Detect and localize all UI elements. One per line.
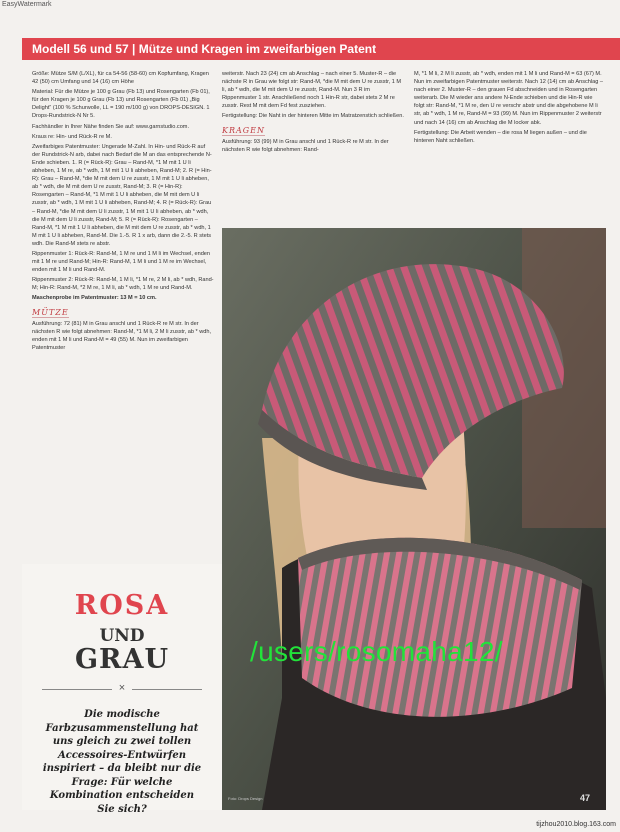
section-heading-kragen: KRAGEN — [222, 125, 266, 135]
photo-illustration — [222, 228, 606, 810]
promo-body: Die modische Farbzusammenstellung hat uns gleich zu zwei tollen Accessoires-Entwürfen inspiriert – da bleibt nur die Frage: Für welche Kombination entscheiden Sie sich? — [42, 709, 202, 815]
collar-execution-paragraph: Ausführung: 93 (99) M in Grau anschl und 1 Rück-R re M str. In der nächsten R wie folgt abnehmen: Rand- — [222, 138, 389, 153]
promo-box — [22, 564, 222, 815]
column-2 — [222, 70, 404, 220]
column-3 — [414, 70, 604, 220]
watermark: EasyWatermark — [2, 1, 52, 8]
gauge-paragraph: Maschenprobe im Patentmuster: 13 M = 10 cm. — [32, 295, 157, 302]
promo-divider-right — [132, 689, 202, 690]
page-header: Modell 56 und 57 | Mütze und Kragen im zweifarbigen Patent — [22, 38, 620, 60]
column-1 — [32, 70, 214, 562]
size-paragraph: Größe: Mütze S/M (L/XL), für ca 54-56 (58-60) cm Kopfumfang, Kragen 42 (50) cm Umfang und 14 (16) cm Höhe — [32, 71, 209, 86]
promo-title-und: UND — [99, 626, 145, 646]
hat-finishing-paragraph: Fertigstellung: Die Naht in der hinteren Mitte im Matratzenstich schließen. — [222, 113, 404, 120]
rib2-paragraph: Rippenmuster 2: Rück-R: Rand-M, 1 M li, *1 M re, 2 M li, ab * wdh, Rand-M; Hin-R: Rand-M, *2 M re, 1 M li, ab * wdh, 1 M re und Rand-M. — [32, 277, 214, 292]
promo-title-grau: GRAU — [75, 644, 169, 675]
promo-divider-x: × — [118, 682, 126, 694]
section-heading-muetze: MÜTZE — [32, 307, 69, 317]
dealer-paragraph: Fachhändler in Ihrer Nähe finden Sie auf: www.garnstudio.com. — [32, 123, 190, 130]
footer-source: tijzhou2010.blog.163.com — [536, 821, 616, 828]
promo-divider-left — [42, 689, 112, 690]
page-number: 47 — [580, 793, 591, 803]
collar-continued-paragraph: M, *1 M li, 2 M li zusstr, ab * wdh, enden mit 1 M li und Rand-M = 63 (67) M. Nun im zweifarbigen Patentmuster weiterstr. Nach 12 (14) cm ab Anschlag – nach einer 2. Muster-R – den grauen Fd abschneiden und in Rosengarten weiterarb. Die M wieder ans andere N-Ende schieben und die Hin-R wie folgt str: Rand-M, *1 M re, den U re verschr abstr und die abgehobene M li str, ab * wdh, 1 M re, Rand-M = 93 (99) M. Nun im Rippenmuster 2 weiterstr und nach 14 (16) cm ab Anschlag die M locker abk. — [414, 71, 604, 126]
overlay-watermark-text: /users/rosomaha12/ — [250, 636, 503, 667]
photo-credit: Foto: Drops Design — [228, 796, 263, 801]
kraus-paragraph: Kraus re: Hin- und Rück-R re M. — [32, 133, 112, 140]
collar-finishing-paragraph: Fertigstellung: Die Arbeit wenden – die rosa M liegen außen – und die hinteren Naht schließen. — [414, 129, 587, 144]
model-photo — [222, 228, 606, 810]
pattern-paragraph: Zweifarbiges Patentmuster: Ungerade M-Zahl. In Hin- und Rück-R auf der Rundstrick-N arb, dabei nach Bedarf die M an das entsprechende N-Ende schieben. 1. R (= Rück-R): Grau – Rand-M, *1 M mit 1 U li abheben, 1 M re, ab * wdh, 1 M mit 1 U li abheben, Rand-M; 2. R (= Hin-R): Grau – Rand-M, *die M mit dem U re zusstr, 1 M mit 1 U li abheben, ab * wdh, die M mit dem U re zusstr, Rand-M; 3. R (= Hin-R): Rosengarten – Rand-M, *1 M mit 1 U li abheben, die M mit dem U li zusstr, ab * wdh, 1 M mit 1 U li abheben, Rand-M; 4. R (= Rück-R): Grau – Rand-M, *die M mit dem U li zusstr, 1 M mit 1 U li abheben, ab * wdh, die M mit dem U li zusstr, Rand-M; 5. R (= Rück-R): Rosengarten – Rand-M, *1 M mit 1 U li abheben, die M mit dem U re zusstr, ab * wdh, 1 M mit 1 U li abheben, Rand-M. Die 1.-5. R 1 x arb, dann die 2.-5. R stets wdh. Die Rand-M stets re abstr. — [32, 143, 212, 247]
promo-title-rosa: ROSA — [74, 590, 170, 621]
rib1-paragraph: Rippenmuster 1: Rück-R: Rand-M, 1 M re und 1 M li im Wechsel, enden mit 1 M re und Rand-M; Hin-R: Rand-M, 1 M li und 1 M re im Wechsel, enden mit 1 M li und Rand-M. — [32, 250, 211, 274]
material-paragraph: Material: Für die Mütze je 100 g Grau (Fb 13) und Rosengarten (Fb 01), für den Kragen je 100 g Grau (Fb 13) und Rosengarten (Fb 01) „Big Delight“ (100 % Schurwolle, LL = 190 m/100 g) von DROPS-DESIGN. 1 Drops-Rundstrick-N Nr 5. — [32, 89, 210, 120]
hat-continued-paragraph: weiterstr. Nach 23 (24) cm ab Anschlag – nach einer 5. Muster-R – die nächste R in Grau wie folgt str: Rand-M, *die M mit dem U re zusstr, 1 M li, ab * wdh, die M mit dem U re zusstr, Rand-M. Nun 3 R im Rippenmuster 1 str. Anschließend noch 1 Hin-R str, dabei stets 2 M re zusstr. Rest M mit dem Fd fest zusziehen. — [222, 71, 402, 110]
hat-execution-paragraph: Ausführung: 72 (81) M in Grau anschl und 1 Rück-R re M str. In der nächsten R wie folgt abnehmen: Rand-M, *1 M li, 2 M li zusstr, ab * wdh, enden mit 1 M li und Rand-M = 49 (55) M. Nun im zweifarbigen Patentmuster — [32, 320, 212, 351]
